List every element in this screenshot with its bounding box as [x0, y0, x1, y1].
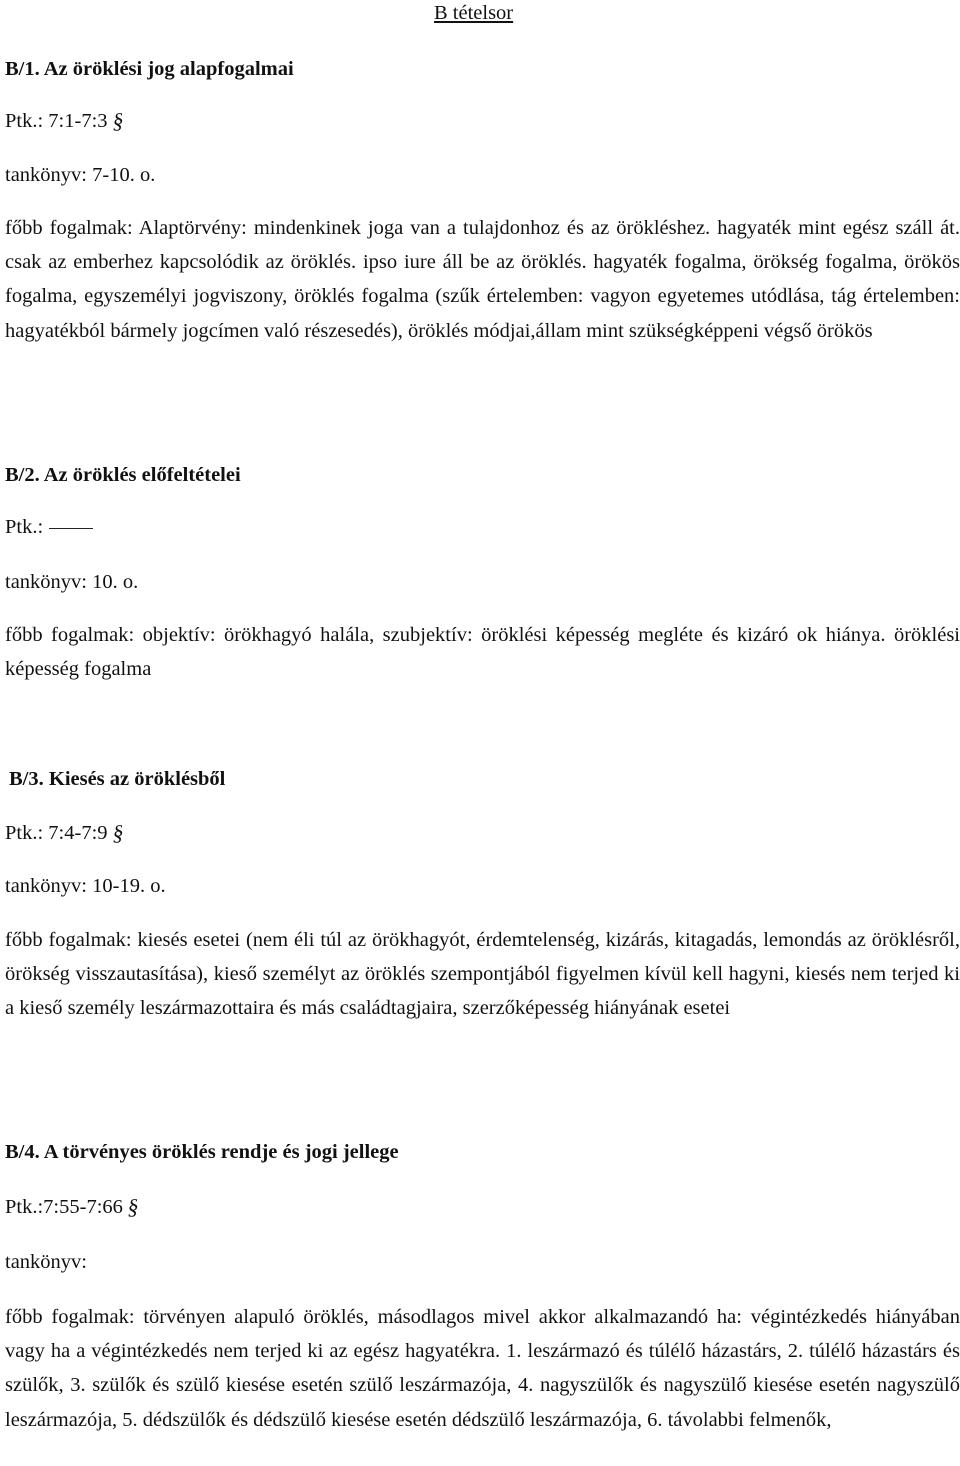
section-3-ptk-text: Ptk.: 7:4-7:9 [5, 822, 108, 844]
section-2-tankonyv: tankönyv: 10. o. [5, 571, 139, 593]
section-4-paragraph-icon [126, 1192, 145, 1222]
section-4-ptk [5, 1192, 145, 1222]
section-1-body: főbb fogalmak: Alaptörvény: mindenkinek joga van a tulajdonhoz és az örökléshez. hagyaték mint egész száll át. csak az emberhez kapcsolódik az öröklés. ipso iure áll be az öröklés. hagyaték fogalma, örökség fogalma, örökös fogalma, egyszemélyi jogviszony, öröklés fogalma (szűk értelemben: vagyon egyetemes utódlása, tág értelemben: hagyatékból bármely jogcímen való részesedés), öröklés módjai,állam mint szükségképpeni végső örökös [5, 217, 960, 342]
section-2-ptk-dash [49, 528, 93, 529]
section-3-paragraph-glyph: § [110, 820, 126, 845]
section-2-body: főbb fogalmak: objektív: örökhagyó halála, szubjektív: öröklési képesség megléte és kizáró ok hiánya. öröklési képesség fogalma [5, 624, 960, 681]
section-2-ptk [5, 514, 93, 540]
section-4-title: B/4. A törvényes öröklés rendje és jogi jellege [5, 1141, 399, 1163]
section-1-title: B/1. Az öröklési jog alapfogalmai [5, 58, 294, 80]
section-4-tankonyv: tankönyv: [5, 1251, 87, 1273]
section-3-ptk [5, 818, 130, 848]
section-1-tankonyv: tankönyv: 7-10. o. [5, 164, 156, 186]
section-4-ptk-text: Ptk.:7:55-7:66 [5, 1196, 123, 1218]
section-1-ptk-text: Ptk.: 7:1-7:3 [5, 110, 108, 132]
section-3-paragraph-icon [110, 818, 130, 848]
section-3-title: B/3. Kiesés az öröklésből [9, 768, 226, 790]
section-1-paragraph-glyph: § [110, 108, 126, 133]
section-1-ptk [5, 106, 130, 136]
section-2-title: B/2. Az öröklés előfeltételei [5, 464, 241, 486]
page-header-title: B tételsor [434, 2, 514, 24]
section-2-ptk-text: Ptk.: [5, 516, 44, 538]
section-3-tankonyv: tankönyv: 10-19. o. [5, 875, 166, 897]
section-4-body: főbb fogalmak: törvényen alapuló öröklés, másodlagos mivel akkor alkalmazandó ha: végintézkedés hiányában vagy ha a végintézkedés nem terjed ki az egész hagyatékra. 1. leszármazó és túlélő házastárs, 2. túlélő házastárs és szülők, 3. szülők és szülő kiesése esetén szülő leszármazója, 4. nagyszülők és nagyszülő kiesése esetén nagyszülő leszármazója, 5. dédszülők és dédszülő kiesése esetén dédszülő leszármazója, 6. távolabbi felmenők, [5, 1306, 960, 1431]
section-4-paragraph-glyph: § [126, 1194, 141, 1219]
section-1-paragraph-icon [110, 106, 130, 136]
section-3-body: főbb fogalmak: kiesés esetei (nem éli túl az örökhagyót, érdemtelenség, kizárás, kitagadás, lemondás az öröklésről, örökség visszautasítása), kieső személyt az öröklés szempontjából figyelmen kívül kell hagyni, kiesés nem terjed ki a kieső személy leszármazottaira és más családtagjaira, szerzőképesség hiányának esetei [5, 929, 960, 1020]
